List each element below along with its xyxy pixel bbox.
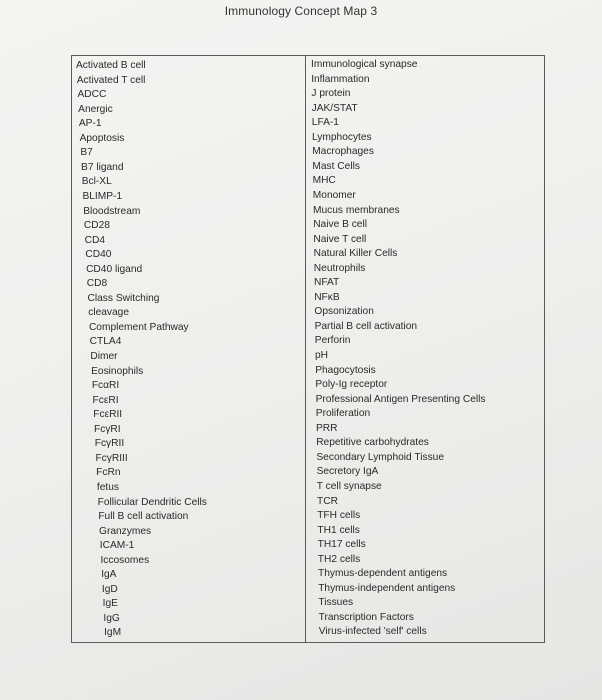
- left-term-column: [72, 56, 306, 642]
- left-term: Complement Pathway: [88, 321, 189, 333]
- right-term: TCR: [317, 495, 338, 507]
- left-term: IgG: [103, 612, 120, 624]
- glossary-table: [71, 55, 545, 643]
- left-term: FcεRI: [92, 394, 119, 406]
- right-term: Naive T cell: [313, 233, 367, 245]
- right-term: TH1 cells: [317, 524, 360, 536]
- right-term: NFAT: [314, 277, 340, 289]
- left-term: Apoptosis: [79, 132, 125, 144]
- right-term: Secondary Lymphoid Tissue: [316, 451, 444, 463]
- left-term: Follicular Dendritic Cells: [97, 496, 207, 508]
- right-term: pH: [315, 350, 329, 361]
- right-term-column: [306, 56, 544, 642]
- left-term: ICAM-1: [99, 540, 135, 552]
- left-term: Activated T cell: [76, 74, 146, 86]
- right-term: TFH cells: [317, 510, 361, 522]
- right-term: Professional Antigen Presenting Cells: [315, 393, 486, 405]
- left-term: Dimer: [90, 351, 118, 362]
- right-term: Secretory IgA: [316, 466, 379, 478]
- left-term: AP-1: [78, 118, 102, 130]
- left-term: CD40 ligand: [86, 263, 143, 275]
- right-term: TH17 cells: [317, 539, 366, 551]
- left-term: Activated B cell: [76, 60, 146, 71]
- left-term: FcαRI: [91, 380, 120, 392]
- left-term: B7: [80, 147, 93, 159]
- left-term: FcγRIII: [95, 452, 128, 464]
- right-term: Poly-Ig receptor: [315, 379, 388, 391]
- right-term: PRR: [316, 422, 338, 434]
- right-term: J protein: [311, 88, 351, 100]
- left-term: Anergic: [78, 103, 113, 115]
- right-term: Thymus-dependent antigens: [318, 568, 448, 580]
- left-term: BLIMP-1: [82, 190, 123, 202]
- left-term: Bcl-XL: [81, 176, 112, 188]
- right-term: Perforin: [314, 335, 351, 347]
- right-term: Virus-infected 'self' cells: [318, 626, 427, 638]
- left-term: FcγRI: [94, 423, 121, 435]
- right-term: Naive B cell: [313, 219, 367, 231]
- left-term: FcγRII: [94, 438, 125, 450]
- left-term: IgM: [104, 627, 122, 639]
- left-term: IgD: [101, 583, 118, 595]
- left-term: CTLA4: [89, 336, 122, 348]
- right-term: Inflammation: [311, 73, 370, 85]
- right-term: Opsonization: [314, 306, 374, 318]
- right-term: Repetitive carbohydrates: [316, 437, 429, 449]
- right-term: Lymphocytes: [312, 131, 372, 143]
- right-term: Transcription Factors: [318, 611, 414, 623]
- left-term: IgA: [101, 569, 117, 581]
- left-term: FcεRII: [93, 409, 123, 421]
- left-term: Granzymes: [99, 525, 152, 537]
- right-term: NFκB: [314, 291, 340, 303]
- left-term: Class Switching: [87, 292, 160, 304]
- right-term: Thymus-independent antigens: [318, 582, 456, 594]
- left-term: CD8: [86, 278, 108, 290]
- left-term: B7 ligand: [81, 161, 124, 173]
- right-term: Neutrophils: [313, 262, 366, 274]
- left-term: IgE: [102, 598, 118, 610]
- left-term: CD4: [84, 234, 106, 246]
- left-term: Bloodstream: [83, 205, 141, 217]
- left-term: Eosinophils: [91, 365, 144, 377]
- right-term: Phagocytosis: [315, 364, 376, 376]
- left-term: fetus: [96, 481, 119, 493]
- right-term: Monomer: [312, 189, 356, 201]
- right-term: LFA-1: [311, 117, 339, 129]
- right-term: Mast Cells: [312, 160, 360, 172]
- left-term: CD40: [85, 249, 112, 261]
- page-title: Immunology Concept Map 3: [224, 4, 378, 18]
- right-term: Macrophages: [312, 146, 374, 158]
- right-term: Natural Killer Cells: [313, 248, 398, 260]
- right-term: JAK/STAT: [311, 102, 358, 114]
- right-term: TH2 cells: [317, 553, 361, 565]
- left-term: cleavage: [88, 307, 130, 319]
- right-term: Mucus membranes: [313, 204, 400, 216]
- left-term: Full B cell activation: [98, 511, 189, 523]
- right-term: Partial B cell activation: [314, 320, 418, 332]
- left-term: CD28: [83, 220, 110, 232]
- right-term: MHC: [312, 175, 336, 187]
- right-term: Proliferation: [315, 408, 371, 420]
- left-term: Iccosomes: [100, 554, 150, 566]
- right-term: Tissues: [318, 597, 354, 609]
- left-term: ADCC: [77, 89, 107, 101]
- left-term: FcRn: [96, 467, 121, 479]
- right-term: T cell synapse: [316, 480, 382, 492]
- right-term: Immunological synapse: [311, 59, 418, 70]
